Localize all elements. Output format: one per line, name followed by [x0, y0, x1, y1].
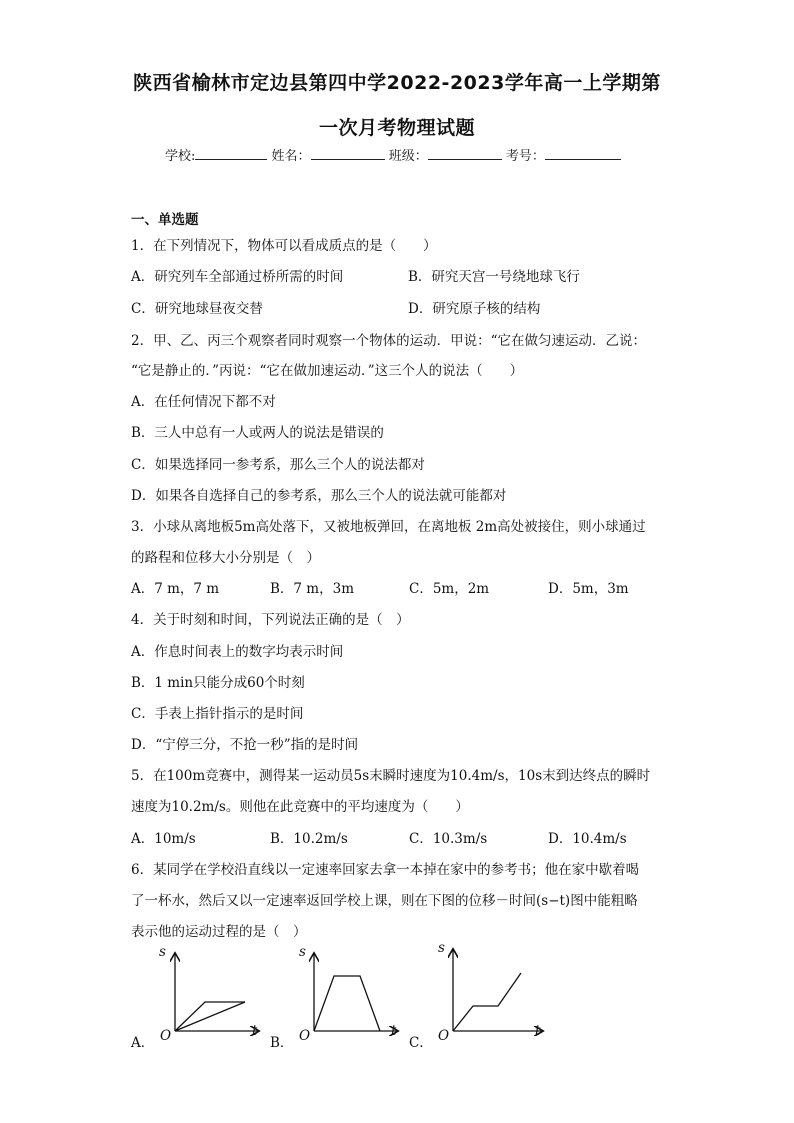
question-5-option-a[interactable]: A．10m/s: [131, 831, 196, 847]
class-blank[interactable]: [428, 147, 502, 160]
school-label: 学校:: [165, 149, 196, 164]
question-3-option-b[interactable]: B．7 m，3m: [270, 581, 354, 597]
question-1-option-c[interactable]: C．研究地球昼夜交替: [131, 301, 263, 317]
question-1-option-d[interactable]: D．研究原子核的结构: [408, 301, 541, 317]
question-5-option-c[interactable]: C．10.3m/s: [409, 831, 488, 847]
question-4-option-b[interactable]: B．1 min只能分成60个时刻: [131, 675, 305, 691]
curve-a-lower: [175, 1002, 245, 1031]
graph-c-t-label: t: [535, 1023, 541, 1039]
exam-title-line1: 陕西省榆林市定边县第四中学2022-2023学年高一上学期第: [133, 72, 661, 94]
section-title: 一、单选题: [131, 212, 199, 228]
school-blank[interactable]: [195, 147, 267, 160]
question-2-option-a[interactable]: A．在任何情况下都不对: [131, 394, 276, 410]
number-blank[interactable]: [545, 147, 621, 160]
question-2-option-d[interactable]: D．如果各自选择自己的参考系，那么三个人的说法就可能都对: [131, 488, 507, 504]
question-5-stem-line1: 5．在100m竞赛中，测得某一运动员5s末瞬时速度为10.4m/s，10s末到达终点的瞬时: [131, 768, 651, 784]
question-4-option-d[interactable]: D．“宁停三分，不抢一秒”指的是时间: [131, 737, 359, 753]
question-4-option-a[interactable]: A．作息时间表上的数字均表示时间: [131, 644, 344, 660]
question-6-option-b[interactable]: B．: [270, 1035, 294, 1051]
graph-a-t-label: t: [252, 1023, 258, 1039]
question-5-option-b[interactable]: B．10.2m/s: [270, 831, 348, 847]
graph-c-s-label: s: [438, 940, 445, 956]
graph-a-origin-label: O: [160, 1028, 172, 1044]
question-2-option-c[interactable]: C．如果选择同一参考系，那么三个人的说法都对: [131, 457, 425, 473]
graph-b-s-label: s: [299, 944, 306, 960]
question-3-stem-line1: 3．小球从离地板5m高处落下，又被地板弹回，在离地板 2m高处被接住，则小球通过: [131, 519, 646, 535]
graph-b-t-label: t: [391, 1023, 397, 1039]
curve-c: [453, 973, 521, 1031]
class-label: 班级：: [388, 149, 428, 164]
question-3-option-c[interactable]: C．5m，2m: [409, 581, 490, 597]
question-1-option-a[interactable]: A．研究列车全部通过桥所需的时间: [131, 269, 344, 285]
question-2-option-b[interactable]: B．三人中总有一人或两人的说法是错误的: [131, 425, 384, 441]
name-label: 姓名：: [271, 149, 311, 164]
question-6-option-c[interactable]: C．: [409, 1035, 433, 1051]
question-1-stem: 1．在下列情况下，物体可以看成质点的是（ ）: [131, 238, 437, 254]
question-6-option-a[interactable]: A．: [131, 1035, 155, 1051]
question-1-option-b[interactable]: B．研究天宫一号绕地球飞行: [408, 269, 580, 285]
number-label: 考号：: [505, 149, 545, 164]
question-6-stem-line3: 表示他的运动过程的是（ ）: [131, 924, 307, 940]
question-2-stem-line1: 2．甲、乙、丙三个观察者同时观察一个物体的运动．甲说：“它在做匀速运动．乙说：: [131, 333, 646, 349]
graph-a-s-label: s: [159, 944, 166, 960]
question-3-option-a[interactable]: A．7 m，7 m: [131, 581, 220, 597]
question-6-stem-line2: 了一杯水，然后又以一定速率返回学校上课，则在下图的位移－时间(s−t)图中能粗略: [131, 893, 638, 909]
question-3-stem-line2: 的路程和位移大小分别是（ ）: [131, 550, 320, 566]
graph-c-origin-label: O: [438, 1028, 450, 1044]
question-5-option-d[interactable]: D．10.4m/s: [548, 831, 627, 847]
question-3-option-d[interactable]: D．5m，3m: [548, 581, 629, 597]
name-blank[interactable]: [311, 147, 385, 160]
student-info-row: [165, 145, 621, 164]
question-6-stem-line1: 6．某同学在学校沿直线以一定速率回家去拿一本掉在家中的参考书；他在家中歇着喝: [131, 862, 640, 878]
graph-b-origin-label: O: [299, 1028, 311, 1044]
question-5-stem-line2: 速度为10.2m/s。则他在此竞赛中的平均速度为（ ）: [131, 799, 469, 815]
question-4-option-c[interactable]: C．手表上指针指示的是时间: [131, 706, 304, 722]
curve-b: [314, 976, 380, 1031]
exam-title-line2: 一次月考物理试题: [318, 117, 475, 139]
question-4-stem: 4．关于时刻和时间，下列说法正确的是（ ）: [131, 612, 410, 628]
question-2-stem-line2: “它是静止的．”丙说：“它在做加速运动．”这三个人的说法（ ）: [131, 363, 524, 379]
